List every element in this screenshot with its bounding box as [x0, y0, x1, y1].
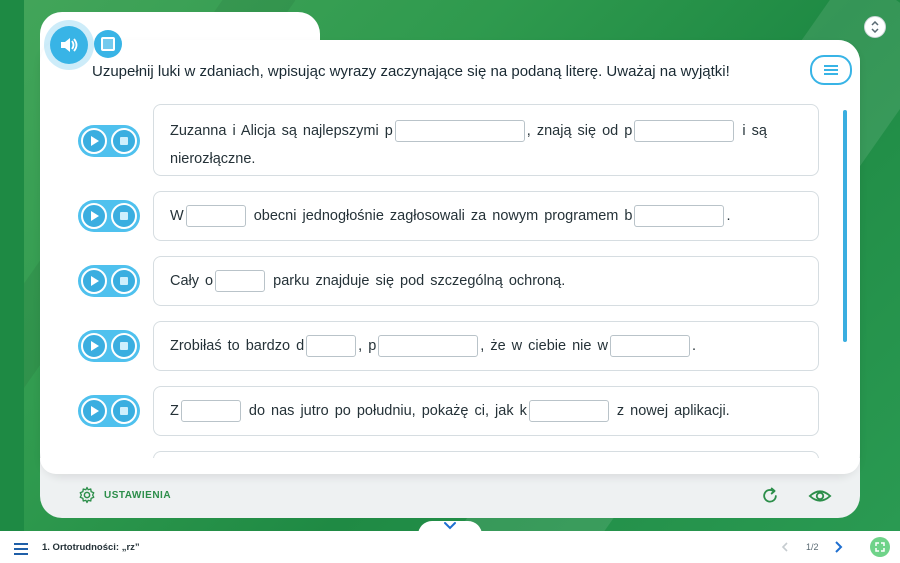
sentence-text: i są nierozłączne.: [170, 123, 767, 167]
chevron-updown-icon: [870, 21, 880, 33]
panel-bottom: [40, 458, 860, 474]
sentence-4: [153, 321, 819, 371]
play-button[interactable]: [81, 203, 107, 229]
fullscreen-icon: [875, 542, 885, 552]
sentence-text: parku znajduje się pod szczególną ochroną.: [267, 273, 566, 289]
pager: [780, 540, 843, 554]
left-edge: [0, 0, 24, 531]
scrollbar[interactable]: [843, 110, 847, 342]
play-icon: [91, 136, 99, 146]
play-icon: [91, 406, 99, 416]
gap-input[interactable]: [186, 205, 246, 227]
stop-button[interactable]: [111, 268, 137, 294]
gap-input[interactable]: [181, 400, 241, 422]
gear-icon: [78, 486, 96, 504]
sentence-text: Zuzanna i Alicja są najlepszymi p: [170, 123, 393, 139]
gap-input[interactable]: [634, 120, 734, 142]
sentence-text: , że w ciebie nie w: [480, 338, 608, 354]
sentence-text: .: [726, 208, 731, 224]
sentence-3: [153, 256, 819, 306]
row-audio-controls: [78, 265, 140, 297]
sentence-text: , p: [358, 338, 377, 354]
stop-icon: [120, 277, 128, 285]
gap-input[interactable]: [395, 120, 525, 142]
gap-input[interactable]: [378, 335, 478, 357]
stop-icon: [120, 137, 128, 145]
lesson-title: 1. Ortotrudności: „rz”: [42, 542, 140, 553]
stop-button[interactable]: [111, 128, 137, 154]
sentence-text: Cały o: [170, 273, 214, 289]
row-audio-controls: [78, 395, 140, 427]
row-audio-controls: [78, 330, 140, 362]
play-button[interactable]: [81, 128, 107, 154]
sentence-text: z nowej aplikacji.: [610, 403, 730, 419]
settings-label: USTAWIENIA: [104, 489, 172, 501]
sentence-text: Zrobiłaś to bardzo d: [170, 338, 305, 354]
sentence-text: , znają się od p: [526, 123, 633, 139]
audio-stop-button[interactable]: [94, 30, 122, 58]
gap-input[interactable]: [529, 400, 609, 422]
sentence-text: Z: [170, 403, 179, 419]
notes-icon: [824, 63, 838, 77]
play-button[interactable]: [81, 268, 107, 294]
menu-icon[interactable]: [14, 540, 28, 558]
gap-input[interactable]: [215, 270, 265, 292]
sentence-5: [153, 386, 819, 436]
collapse-toggle-button[interactable]: [864, 16, 886, 38]
row-audio-controls: [78, 125, 140, 157]
sentence-text: W: [170, 208, 184, 224]
chevron-down-icon: [443, 521, 457, 531]
sentence-1: [153, 104, 819, 176]
play-button[interactable]: [81, 333, 107, 359]
audio-toggle[interactable]: [50, 26, 122, 62]
play-icon: [91, 211, 99, 221]
settings-button[interactable]: [78, 486, 171, 504]
gap-input[interactable]: [306, 335, 356, 357]
stop-icon: [120, 342, 128, 350]
sentence-2: [153, 191, 819, 241]
notes-button[interactable]: [810, 55, 852, 85]
row-audio-controls: [78, 200, 140, 232]
chevron-right-icon[interactable]: [833, 540, 843, 554]
play-button[interactable]: [81, 398, 107, 424]
speaker-button[interactable]: [50, 26, 88, 64]
play-icon: [91, 276, 99, 286]
stop-button[interactable]: [111, 333, 137, 359]
gap-input[interactable]: [610, 335, 690, 357]
stop-button[interactable]: [111, 398, 137, 424]
stop-icon: [101, 37, 115, 51]
refresh-icon[interactable]: [760, 486, 780, 506]
speaker-icon: [59, 36, 79, 54]
chevron-left-icon[interactable]: [780, 541, 790, 553]
stop-button[interactable]: [111, 203, 137, 229]
stop-icon: [120, 212, 128, 220]
instruction-text: Uzupełnij luki w zdaniach, wpisując wyrazy zaczynające się na podaną literę. Uważaj na wyjątki!: [92, 63, 730, 80]
sentence-text: do nas jutro po południu, pokażę ci, jak k: [242, 403, 527, 419]
stop-icon: [120, 407, 128, 415]
fullscreen-button[interactable]: [870, 537, 890, 557]
sentence-text: .: [691, 338, 696, 354]
page-indicator: 1/2: [806, 542, 819, 552]
play-icon: [91, 341, 99, 351]
gap-input[interactable]: [634, 205, 724, 227]
sentence-text: obecni jednogłośnie zagłosowali za nowym programem b: [247, 208, 633, 224]
eye-icon[interactable]: [808, 486, 832, 506]
